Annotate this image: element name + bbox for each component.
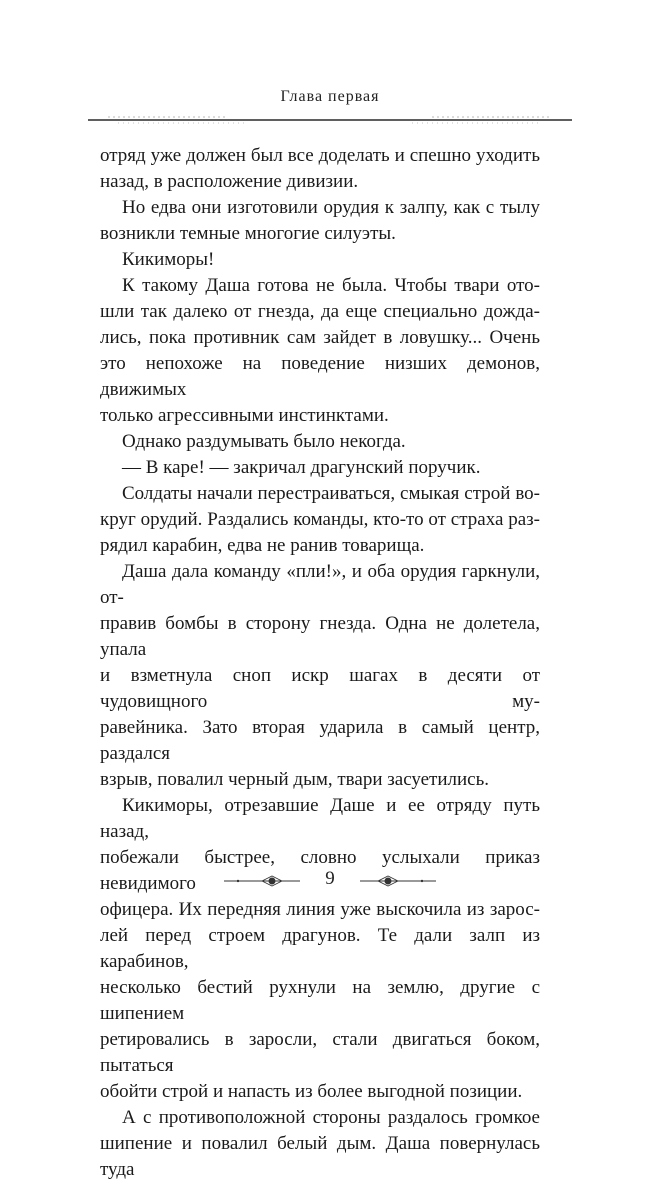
text-line: отряд уже должен был все доделать и спешно уходить: [100, 145, 540, 166]
text-line: взрыв, повалил черный дым, твари засуетились.: [100, 769, 490, 790]
page-number: 9: [325, 868, 335, 889]
text-line: только агрессивными инстинктами.: [100, 405, 389, 426]
footer-ornament-right: [360, 874, 436, 888]
text-line: назад, в расположение дивизии.: [100, 171, 359, 192]
text-line: А с противоположной стороны раздалось громкое: [122, 1107, 540, 1128]
header-ornament-rule: [88, 114, 572, 126]
text-line: круг орудий. Раздались команды, кто-то от страха раз-: [100, 509, 540, 530]
page-footer: [0, 868, 660, 898]
text-line: — В каре! — закричал драгунский поручик.: [122, 457, 481, 478]
text-line: несколько бестий рухнули на землю, другие с шипением: [100, 977, 540, 1024]
text-line: К такому Даша готова не была. Чтобы твари ото-: [122, 275, 540, 296]
text-line: возникли темные многогие силуэты.: [100, 223, 396, 244]
running-header: [0, 88, 660, 128]
text-line: шипение и повалил белый дым. Даша повернулась туда: [100, 1133, 540, 1180]
text-line: лей перед строем драгунов. Те дали залп из карабинов,: [100, 925, 540, 972]
text-line: офицера. Их передняя линия уже выскочила из зарос-: [100, 899, 540, 920]
text-line: Но едва они изготовили орудия к залпу, как с тылу: [122, 197, 540, 218]
text-line: Кикиморы!: [122, 249, 215, 270]
body-text: [100, 143, 540, 1183]
text-line: равейника. Зато вторая ударила в самый центр, раздался: [100, 717, 540, 764]
text-line: лись, пока противник сам зайдет в ловушку... Очень: [100, 327, 540, 348]
text-line: Однако раздумывать было некогда.: [122, 431, 406, 452]
text-line: Кикиморы, отрезавшие Даше и ее отряду путь назад,: [100, 795, 540, 842]
chapter-title: Глава первая: [280, 88, 380, 105]
text-line: это непохоже на поведение низших демонов, движимых: [100, 353, 540, 400]
text-line: ретировались в заросли, стали двигаться боком, пытаться: [100, 1029, 540, 1076]
text-line: Солдаты начали перестраиваться, смыкая строй во-: [122, 483, 540, 504]
text-line: обойти строй и напасть из более выгодной позиции.: [100, 1081, 523, 1102]
text-line: рядил карабин, едва не ранив товарища.: [100, 535, 425, 556]
text-line: побежали быстрее, словно услыхали приказ невидимого: [100, 847, 540, 894]
text-line: правив бомбы в сторону гнезда. Одна не долетела, упала: [100, 613, 540, 660]
text-line: Даша дала команду «пли!», и оба орудия гаркнули, от-: [100, 561, 540, 608]
text-line: шли так далеко от гнезда, да еще специально дожда-: [100, 301, 540, 322]
text-line: и взметнула сноп искр шагах в десяти от чудовищного му-: [100, 665, 540, 712]
